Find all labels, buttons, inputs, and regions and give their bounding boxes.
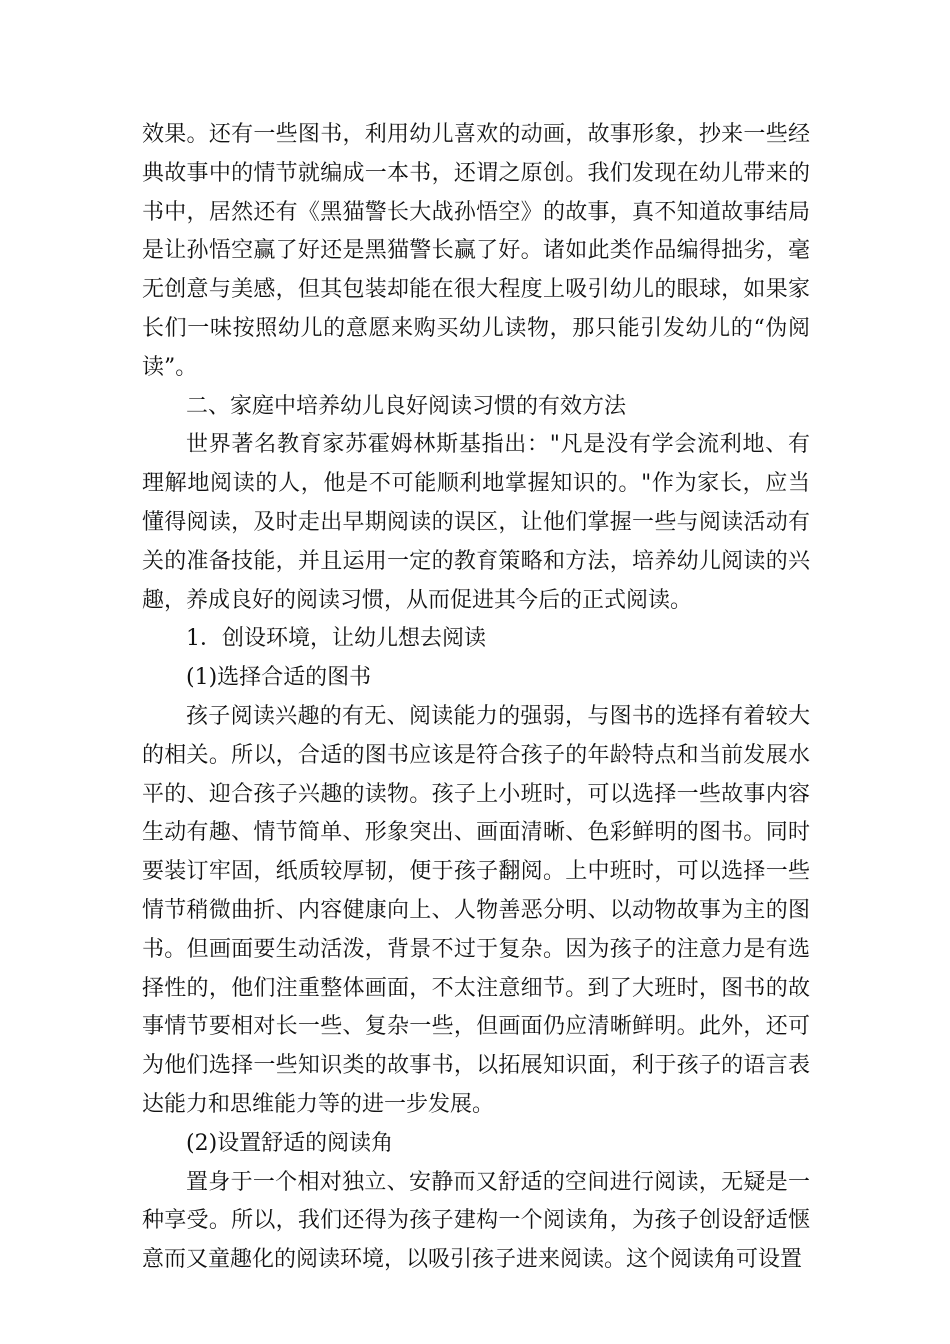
subheading-reading-corner: (2)设置舒适的阅读角 bbox=[186, 1130, 394, 1156]
subheading-environment: 1．创设环境，让幼儿想去阅读 bbox=[186, 626, 486, 652]
paragraph-quote: 世界著名教育家苏霍姆林斯基指出："凡是没有学会流利地、有理解地阅读的人，他是不可能顺利地掌握知识的。"作为家长，应当懂得阅读，及时走出早期阅读的误区，让他们掌握一些与阅读活动有关的准备技能，并且运用一定的教育策略和方法，培养幼儿阅读的兴趣，养成良好的阅读习惯，从而促进其今后的正式阅读。 bbox=[142, 432, 810, 613]
section-heading-methods: 二、家庭中培养幼儿良好阅读习惯的有效方法 bbox=[186, 393, 627, 419]
subheading-choose-books: (1)选择合适的图书 bbox=[186, 665, 372, 691]
paragraph-book-selection: 孩子阅读兴趣的有无、阅读能力的强弱，与图书的选择有着较大的相关。所以，合适的图书应该是符合孩子的年龄特点和当前发展水平的、迎合孩子兴趣的读物。孩子上小班时，可以选择一些故事内容生动有趣、情节简单、形象突出、画面清晰、色彩鲜明的图书。同时要装订牢固，纸质较厚韧，便于孩子翻阅。上中班时，可以选择一些情节稍微曲折、内容健康向上、人物善恶分明、以动物故事为主的图书。但画面要生动活泼，背景不过于复杂。因为孩子的注意力是有选择性的，他们注重整体画面，不太注意细节。到了大班时，图书的故事情节要相对长一些、复杂一些，但画面仍应清晰鲜明。此外，还可为他们选择一些知识类的故事书，以拓展知识面，利于孩子的语言表达能力和思维能力等的进一步发展。 bbox=[142, 703, 810, 1117]
paragraph-reading-corner: 置身于一个相对独立、安静而又舒适的空间进行阅读，无疑是一种享受。所以，我们还得为孩子建构一个阅读角，为孩子创设舒适惬意而又童趣化的阅读环境，以吸引孩子进来阅读。这个阅读角可设置 bbox=[142, 1169, 810, 1273]
paragraph-continuation: 效果。还有一些图书，利用幼儿喜欢的动画，故事形象，抄来一些经典故事中的情节就编成一本书，还谓之原创。我们发现在幼儿带来的书中，居然还有《黑猫警长大战孙悟空》的故事，真不知道故事结局是让孙悟空赢了好还是黑猫警长赢了好。诸如此类作品编得拙劣，毫无创意与美感，但其包装却能在很大程度上吸引幼儿的眼球，如果家长们一味按照幼儿的意愿来购买幼儿读物，那只能引发幼儿的“伪阅读”。 bbox=[142, 122, 810, 380]
document-body bbox=[142, 116, 810, 1280]
